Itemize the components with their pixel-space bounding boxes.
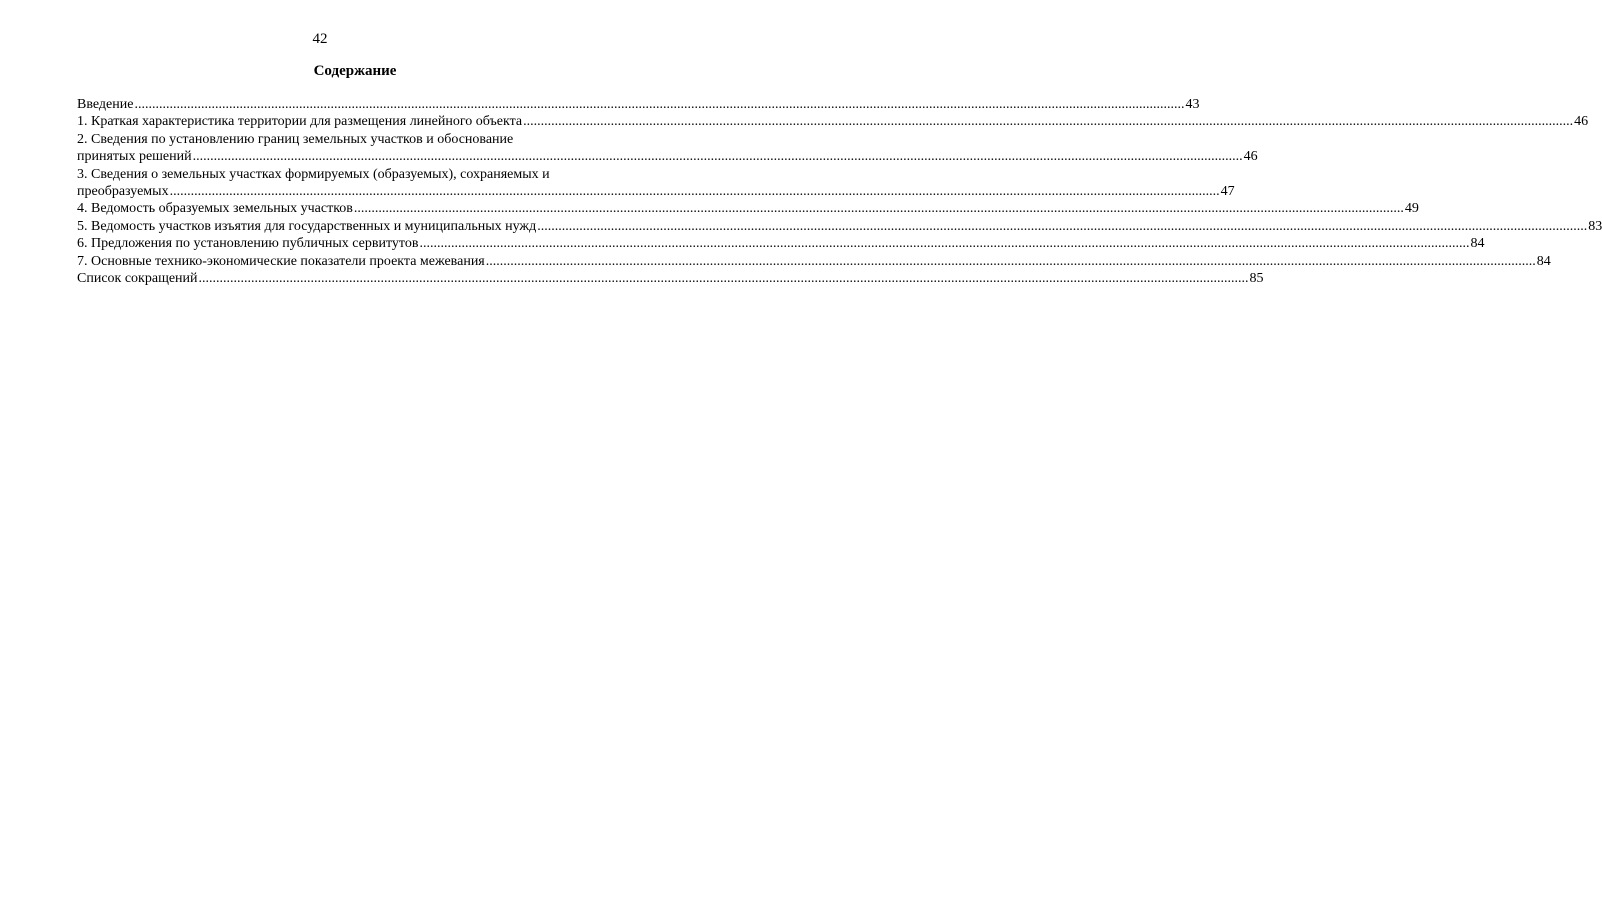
toc-leader-dots: ............................................................................................................................................................................................................................................................................................................ [198,271,1249,287]
toc-entry-label: Введение [77,97,134,112]
toc-entry-label: 1. Краткая характеристика территории для размещения линейного объекта [77,114,523,130]
toc-entry-page: 49 [1404,201,1419,217]
toc-entry-label: 2. Сведения по установлению границ земельных участков и обоснование [77,131,514,147]
toc-entry[interactable] [77,96,1200,113]
toc-entry-label: 7. Основные технико-экономические показатели проекта межевания [77,253,485,269]
toc-entry[interactable] [77,166,1235,201]
toc-entry-label: 6. Предложения по установлению публичных сервитутов [77,236,419,252]
toc-leader-dots: ............................................................................................................................................................................................................................................................................................................ [192,149,1243,165]
toc-entry-page: 46 [1243,149,1258,165]
toc-leader-dots: ............................................................................................................................................................................................................................................................................................................ [353,201,1404,217]
toc-leader-dots: ............................................................................................................................................................................................................................................................................................................ [419,236,1470,252]
toc-entry-page: 46 [1574,114,1589,130]
toc-entry-label-continued: преобразуемых [77,184,169,200]
toc-entry-page: 47 [1220,184,1235,200]
toc-entry-page: 85 [1249,271,1264,287]
toc-entry-page: 83 [1588,218,1602,234]
toc-entry[interactable] [77,218,1602,235]
toc-entry-label: 5. Ведомость участков изъятия для государственных и муниципальных нужд [77,218,537,234]
toc-entry-label: Список сокращений [77,271,198,287]
toc-entry-page: 84 [1536,253,1551,269]
toc-entry[interactable] [77,113,1589,130]
toc-title: Содержание [313,63,397,79]
toc-entry-page: 84 [1470,236,1485,252]
toc-entry-label: 3. Сведения о земельных участках формируемых (образуемых), сохраняемых и [77,166,550,182]
toc-leader-dots: ............................................................................................................................................................................................................................................................................................................ [523,114,1574,130]
page-number: 42 [312,31,328,47]
toc-leader-dots: ............................................................................................................................................................................................................................................................................................................ [485,253,1536,269]
toc-entry[interactable] [77,253,1551,270]
toc-entry-label-continued: принятых решений [77,149,192,165]
toc-entry[interactable] [77,235,1485,252]
toc-entry[interactable] [77,270,1264,287]
toc-leader-dots: ............................................................................................................................................................................................................................................................................................................ [134,97,1185,112]
table-of-contents [77,96,1602,287]
toc-entry[interactable] [77,200,1419,217]
toc-leader-dots: ............................................................................................................................................................................................................................................................................................................ [537,218,1588,234]
toc-leader-dots: ............................................................................................................................................................................................................................................................................................................ [169,184,1220,200]
toc-entry-label: 4. Ведомость образуемых земельных участков [77,201,353,217]
toc-entry[interactable] [77,131,1258,166]
toc-entry-page: 43 [1185,97,1200,112]
